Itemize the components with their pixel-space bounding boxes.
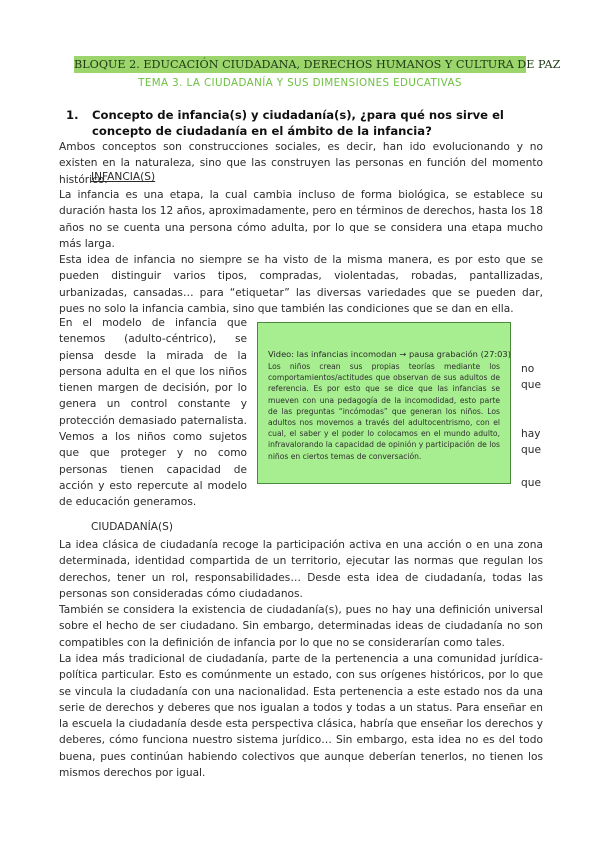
- wrap-word: no: [521, 363, 535, 375]
- infancia-label: INFANCIA(S): [91, 171, 156, 183]
- ciudadania-paragraph-3: [59, 651, 543, 781]
- block-title: BLOQUE 2. EDUCACIÓN CIUDADANA, DERECHOS HUMANOS Y CULTURA DE PAZ: [74, 58, 561, 71]
- video-note-title: Video: las infancias incomodan → pausa grabación (27:03): [268, 349, 511, 359]
- wrap-word: que: [521, 477, 541, 489]
- infancia-paragraph-1: [59, 187, 543, 252]
- infancia-paragraph-2: [59, 252, 543, 317]
- wrap-word: hay: [521, 428, 541, 440]
- ciudadania-text-2: También se considera la existencia de ciudadanía(s), pues no hay una definición universal sobre el hecho de ser ciudadano. Sin embargo, determinadas ideas de ciudadanía no son compatibles con la definición de infancia por lo que no se considerarían como tales.: [59, 604, 543, 649]
- infancia-text-2: Esta idea de infancia no siempre se ha visto de la misma manera, es por esto que se pueden distinguir varios tipos, compradas, violentadas, robadas, pantallizadas, urbanizadas, cansadas… para “etiquetar” las diversas variedades que se pueden dar, pues no solo la infancia cambia, sino que también las condiciones que se dan en ella.: [59, 254, 543, 315]
- section-number: 1.: [66, 108, 79, 122]
- wrap-word: que: [521, 444, 541, 456]
- infancia-text-1: La infancia es una etapa, la cual cambia incluso de forma biológica, se establece su duración hasta los 12 años, aproximadamente, pero en términos de derechos, hasta los 18 años no se cuenta una persona cómo adulta, por lo que se considera una etapa mucho más larga.: [59, 189, 543, 250]
- topic-subtitle: TEMA 3. LA CIUDADANÍA Y SUS DIMENSIONES EDUCATIVAS: [138, 77, 462, 89]
- section-heading: Concepto de infancia(s) y ciudadanía(s), ¿para qué nos sirve el concepto de ciudadanía en el ámbito de la infancia?: [92, 108, 504, 138]
- ciudadania-paragraph-1: [59, 537, 543, 602]
- infancia-wrap-text: En el modelo de infancia que tenemos (adulto-céntrico), se piensa desde la mirada de la persona adulta en el que los niños tienen margen de decisión, por lo genera un control constante y protección demasiado paternalista. Vemos a los niños como sujetos que que proteger y no como personas tienen capacidad de acción y esto repercute al modelo de educación generamos.: [59, 317, 247, 509]
- wrap-word: que: [521, 379, 541, 391]
- ciudadania-text-3: La idea más tradicional de ciudadanía, parte de la pertenencia a una comunidad jurídica-política particular. Esto es comúnmente un estado, con sus orígenes históricos, por lo que se vincula la ciudadanía con una nacionalidad. Esta pertenencia a este estado nos da una serie de derechos y deberes que nos igualan a todos y todas a un status. Para enseñar en la escuela la ciudadanía desde esta perspectiva clásica, habría que enseñar los derechos y deberes, cómo funciona nuestro sistema jurídico… Sin embargo, esta idea no es del todo buena, pues continúan habiendo colectivos que aunque deberían tenerlos, no tienen los mismos derechos por igual.: [59, 653, 543, 780]
- intro-text: Ambos conceptos son construcciones sociales, es decir, han ido evolucionando y no existen en la naturaleza, sino que las construyen las personas en función del momento histórico.: [59, 141, 543, 186]
- video-note-text: Los niños crean sus propias teorías mediante los comportamientos/actitudes que observan de sus adultos de referencia. Es por esto que se dice que las infancias se mueven con una pedagogía de la incomodidad, esto parte de las preguntas “incómodas” que generan los niños. Los adultos nos movemos a través del adultocentrismo, con el cual, el saber y el poder lo colocamos en el mundo adulto, infravalorando la capacidad de opinión y participación de los niños en ciertos temas de conversación.: [268, 362, 500, 461]
- ciudadania-label: CIUDADANÍA(S): [91, 521, 173, 533]
- ciudadania-text-1: La idea clásica de ciudadanía recoge la participación activa en una acción o en una zona determinada, identidad compartida de un territorio, ejecutar las normas que regulan los derechos, tener un rol, responsabilidades… Desde esta idea de ciudadanía, todas las personas son consideradas cómo ciudadanos.: [59, 539, 543, 600]
- ciudadania-paragraph-2: [59, 602, 543, 651]
